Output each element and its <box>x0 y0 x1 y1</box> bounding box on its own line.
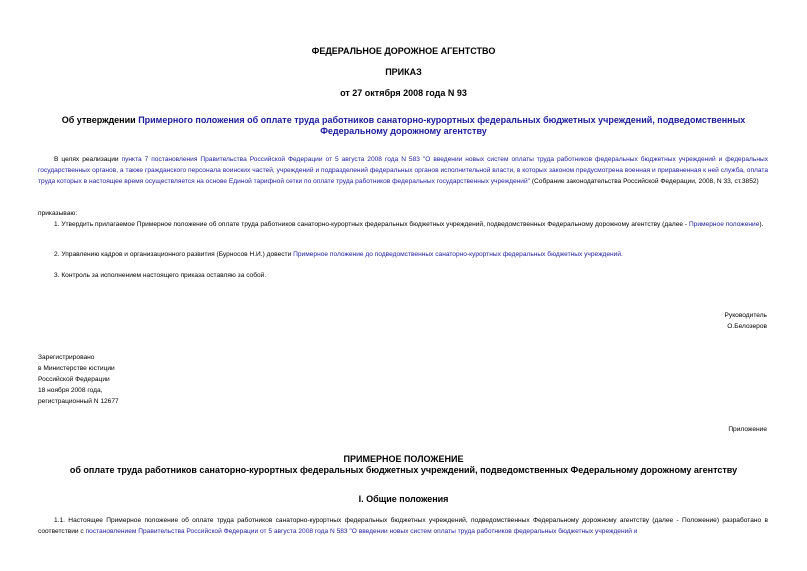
doc-type-heading: ПРИКАЗ <box>385 67 422 77</box>
order-word: приказываю: <box>38 210 78 217</box>
registration-line: Зарегистрировано <box>38 354 95 361</box>
order-date-number: от 27 октября 2008 года N 93 <box>340 88 467 98</box>
registration-line: 18 ноября 2008 года, <box>38 387 103 394</box>
section-heading: I. Общие положения <box>358 494 449 504</box>
item-2-link[interactable]: Примерное положение до подведомственных санаторно-курортных федеральных бюджетных учреждений. <box>293 251 623 258</box>
appendix-title: ПРИМЕРНОЕ ПОЛОЖЕНИЕ <box>343 454 464 464</box>
preamble-text-end: (Собрание законодательства Российской Федерации, 2008, N 33, ст.3852) <box>530 178 759 185</box>
paragraph-1-1-text: 1.1. Настоящее Примерное положение об оплате труда работников санаторно-курортных федеральных бюджетных учреждений, подведомственных Федеральному дорожному агентству (далее - Положение) разработано в соответствии с <box>38 517 768 535</box>
registration-line: в Министерстве юстиции <box>38 365 115 372</box>
item-1-link[interactable]: Примерное положение <box>688 221 760 228</box>
signature-name: О.Белозеров <box>727 323 767 330</box>
appendix-subtitle: об оплате труда работников санаторно-курортных федеральных бюджетных учреждений, подведомственных Федеральному дорожному агентству <box>69 465 738 475</box>
appendix-label: Приложение <box>728 426 767 433</box>
registration-line: регистрационный N 12677 <box>38 398 119 405</box>
item-1-end: ). <box>759 221 764 228</box>
preamble-decree-link[interactable]: пункта 7 постановления Правительства Российской Федерации от 5 августа 2008 года N 583 "О введении новых систем оплаты труда работников федеральных бюджетных учреждений и федеральных государственных органов, а также гражданского персонала воинских частей, учреждений и подразделений федеральных органов исполнительной власти, в которых законом предусмотрена военная и приравненная к ней служба, оплата труда которых в настоящее время осуществляется на основе Единой тарифной сетки по оплате труда работников федеральных государственных учреждений" <box>38 156 769 185</box>
paragraph-1-1 <box>38 515 768 537</box>
preamble-text-start: В целях реализации <box>54 156 122 163</box>
signature-role: Руководитель <box>724 312 767 319</box>
paragraph-1-1-link[interactable]: постановлением Правительства Российской Федерации от 5 августа 2008 года N 583 "О введении новых систем оплаты труда работников федеральных бюджетных учреждений и <box>85 528 638 535</box>
registration-block <box>38 352 238 407</box>
item-3: 3. Контроль за исполнением настоящего приказа оставляю за собой. <box>54 272 267 279</box>
item-1 <box>38 219 768 230</box>
item-1-text: 1. Утвердить прилагаемое Примерное положение об оплате труда работников санаторно-курортных федеральных бюджетных учреждений, подведомственных Федеральному дорожному агентству (далее - <box>54 221 689 228</box>
registration-line: Российской Федерации <box>38 376 110 383</box>
agency-heading: ФЕДЕРАЛЬНОЕ ДОРОЖНОЕ АГЕНТСТВО <box>311 46 496 56</box>
order-title-prefix: Об утверждении <box>61 115 139 125</box>
order-title <box>60 115 747 137</box>
preamble-paragraph <box>38 154 768 187</box>
item-2 <box>38 249 768 260</box>
item-2-text: 2. Управлению кадров и организационного развития (Бурносов Н.И.) довести <box>54 251 294 258</box>
order-title-link[interactable]: Примерного положения об оплате труда работников санаторно-курортных федеральных бюджетных учреждений, подведомственных Федеральному дорожному агентству <box>138 115 746 136</box>
